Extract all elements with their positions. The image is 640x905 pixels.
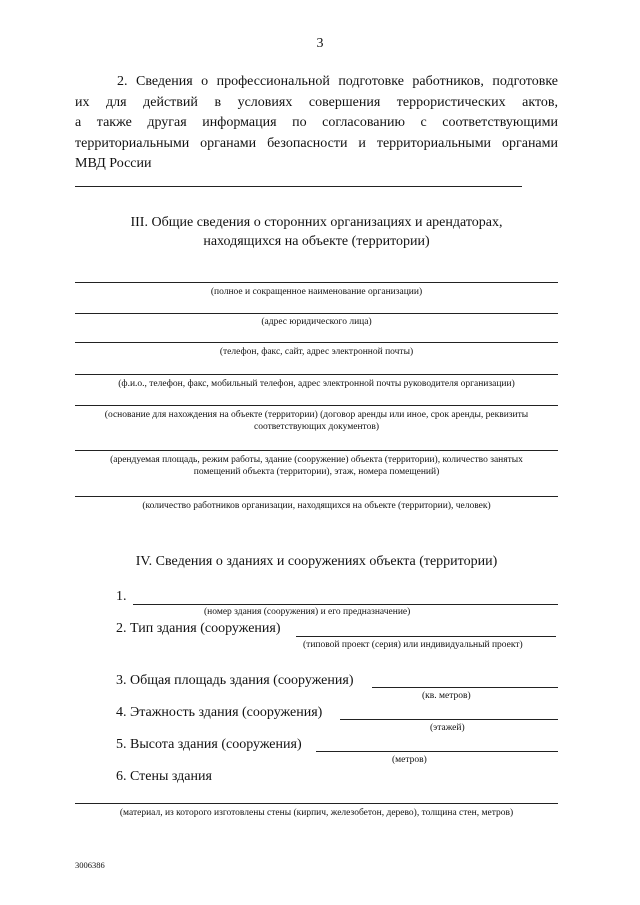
contacts-caption: (телефон, факс, сайт, адрес электронной почты) <box>219 347 414 357</box>
section-3-heading <box>75 213 558 251</box>
item-2-caption: (типовой проект (серия) или индивидуальный проект) <box>303 640 523 650</box>
item-3-label: 3. Общая площадь здания (сооружения) <box>116 673 354 688</box>
head-contacts-caption: (ф.и.о., телефон, факс, мобильный телефон, адрес электронной почты руководителя организации) <box>118 379 515 389</box>
basis-caption <box>75 409 558 433</box>
basis-line <box>75 405 558 406</box>
contacts-line <box>75 342 558 343</box>
item-4-label: 4. Этажность здания (сооружения) <box>116 705 323 720</box>
org-name-caption: (полное и сокращенное наименование организации) <box>210 287 423 297</box>
section-2-line-3: а также другая информация по согласованию с соответствующими <box>75 115 558 130</box>
item-4-caption: (этажей) <box>430 723 465 733</box>
item-6-fill-line <box>75 803 558 804</box>
section-3-heading-line-1: III. Общие сведения о сторонних организациях и арендаторах, <box>130 215 503 230</box>
section-2-line-2: их для действий в условиях совершения террористических актов, <box>75 94 558 110</box>
item-1-caption: (номер здания (сооружения) и его предназначение) <box>204 607 411 617</box>
document-code: 3006386 <box>75 860 105 870</box>
org-name-line <box>75 282 558 283</box>
item-5-fill-line <box>316 751 558 752</box>
section-2-line-1: 2. Сведения о профессиональной подготовке работников, подготовке <box>117 74 558 89</box>
rented-area-caption-line-1: (арендуемая площадь, режим работы, здание (сооружение) объекта (территории), количество занятых <box>110 455 523 465</box>
item-3-caption: (кв. метров) <box>422 691 471 701</box>
item-4-fill-line <box>340 719 558 720</box>
rented-area-line <box>75 450 558 451</box>
page-number: 3 <box>316 36 324 51</box>
item-1-label: 1. <box>116 589 127 604</box>
rented-area-caption <box>75 454 558 478</box>
basis-caption-line-1: (основание для нахождения на объекте (территории) (договор аренды или иное, срок аренды, реквизиты <box>104 410 529 420</box>
item-5-caption: (метров) <box>392 755 427 765</box>
item-3-fill-line <box>372 687 558 688</box>
legal-address-caption: (адрес юридического лица) <box>261 317 372 327</box>
section-2-fill-line <box>75 186 522 187</box>
item-6-label: 6. Стены здания <box>116 769 212 784</box>
employees-count-line <box>75 496 558 497</box>
item-2-label: 2. Тип здания (сооружения) <box>116 621 281 636</box>
item-1-fill-line <box>133 604 558 605</box>
rented-area-caption-line-2: помещений объекта (территории), этаж, номера помещений) <box>193 467 440 477</box>
item-5-label: 5. Высота здания (сооружения) <box>116 737 302 752</box>
legal-address-line <box>75 313 558 314</box>
section-3-heading-line-2: находящихся на объекте (территории) <box>203 234 430 249</box>
head-contacts-line <box>75 374 558 375</box>
section-2-line-5: МВД России <box>75 156 152 171</box>
section-4-heading: IV. Сведения о зданиях и сооружениях объекта (территории) <box>135 554 498 569</box>
section-2-line-4: территориальными органами безопасности и территориальными органами <box>75 135 558 151</box>
section-2-paragraph <box>75 72 558 175</box>
employees-count-caption: (количество работников организации, находящихся на объекте (территории), человек) <box>142 501 491 511</box>
item-2-fill-line <box>296 636 556 637</box>
item-6-caption: (материал, из которого изготовлены стены (кирпич, железобетон, дерево), толщина стен, метров) <box>119 808 514 818</box>
basis-caption-line-2: соответствующих документов) <box>254 422 379 432</box>
